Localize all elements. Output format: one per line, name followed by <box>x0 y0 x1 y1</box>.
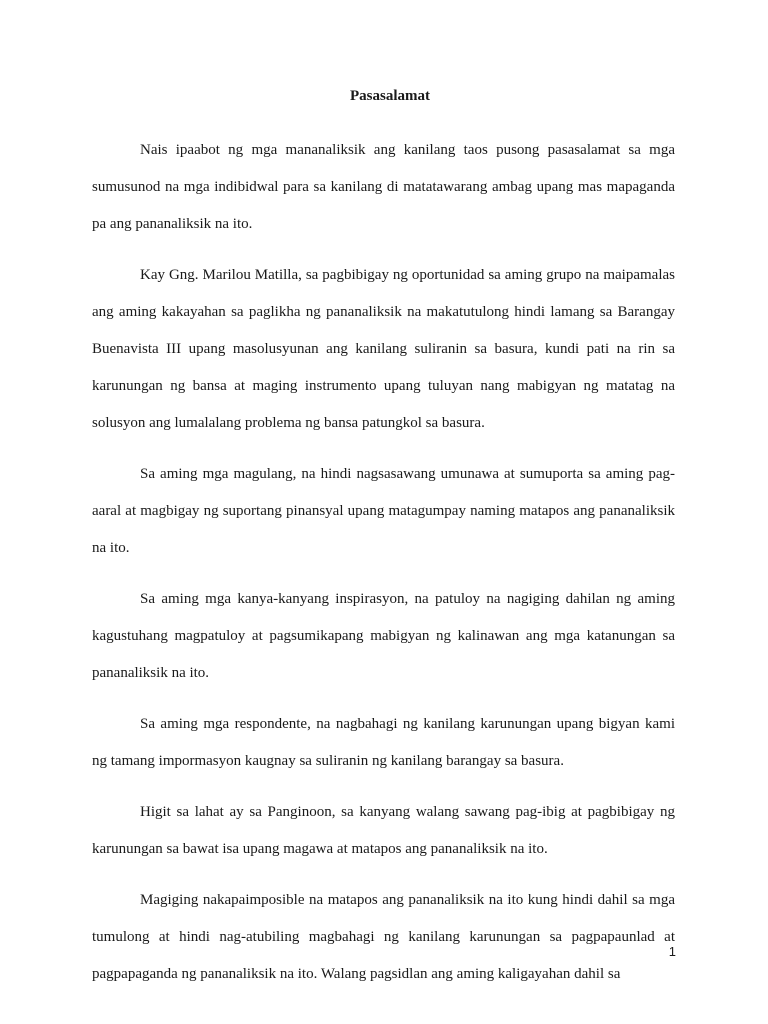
paragraph-god: Higit sa lahat ay sa Panginoon, sa kanyang walang sawang pag-ibig at pagbibigay ng karunungan sa bawat isa upang magawa at matapos ang pananaliksik na ito. <box>92 804 675 857</box>
paragraph-respondents: Sa aming mga respondente, na nagbahagi ng kanilang karunungan upang bigyan kami ng tamang impormasyon kaugnay sa suliranin ng kanilang barangay sa basura. <box>92 716 675 769</box>
paragraph-intro: Nais ipaabot ng mga mananaliksik ang kanilang taos pusong pasasalamat sa mga sumusunod na mga indibidwal para sa kanilang di matatawarang ambag upang mas mapaganda pa ang pananaliksik na ito. <box>92 142 675 232</box>
paragraph-parents: Sa aming mga magulang, na hindi nagsasawang umunawa at sumuporta sa aming pag-aaral at magbigay ng suportang pinansyal upang matagumpay naming matapos ang pananaliksik na ito. <box>92 466 675 556</box>
page-number: 1 <box>668 944 676 959</box>
paragraph-adviser: Kay Gng. Marilou Matilla, sa pagbibigay ng oportunidad sa aming grupo na maipamalas ang aming kakayahan sa paglikha ng pananaliksik na makatutulong hindi lamang sa Barangay Buenavista III upang masolusyunan ang kanilang suliranin sa basura, kundi pati na rin sa karunungan ng bansa at maging instrumento upang tuluyan nang mabigyan ng matatag na solusyon ang lumalalang problema ng bansa patungkol sa basura. <box>92 267 675 431</box>
paragraph-closing: Magiging nakapaimposible na matapos ang pananaliksik na ito kung hindi dahil sa mga tumulong at hindi nag-atubiling magbahagi ng kanilang karunungan sa pagpapaunlad at pagpapaganda ng pananaliksik na ito. Walang pagsidlan ang aming kaligayahan dahil sa <box>92 892 675 982</box>
document-body <box>92 132 675 1007</box>
page-title: Pasasalamat <box>350 88 430 104</box>
paragraph-inspirations: Sa aming mga kanya-kanyang inspirasyon, na patuloy na nagiging dahilan ng aming kagustuhang magpatuloy at pagsumikapang mabigyan ng kalinawan ang mga katanungan sa pananaliksik na ito. <box>92 591 675 681</box>
